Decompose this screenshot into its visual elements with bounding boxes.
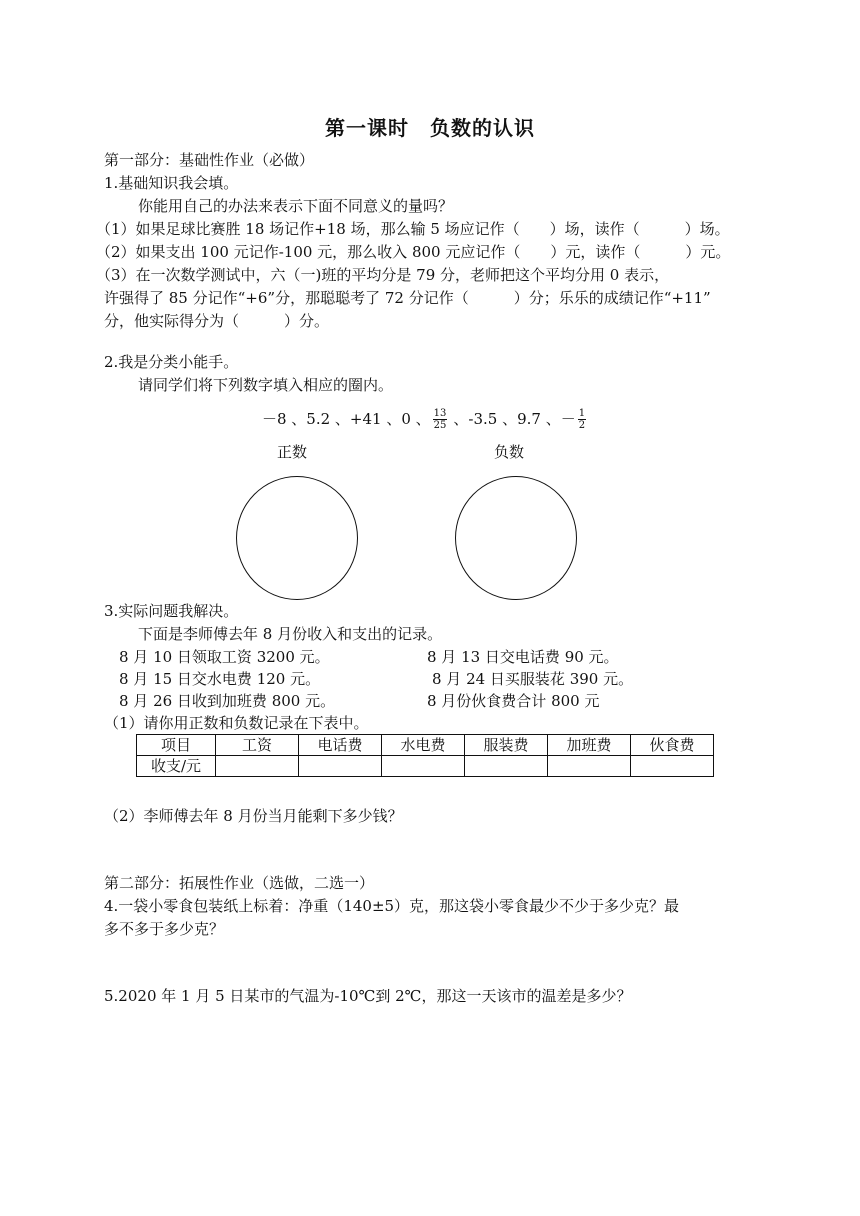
table-header-cell: 伙食费	[631, 735, 714, 756]
positive-label: 正数	[277, 443, 308, 461]
table-cell-blank	[465, 756, 548, 777]
q4-line2: 多不多于多少克？	[104, 920, 225, 938]
part2-heading: 第二部分：拓展性作业（选做，二选一）	[104, 874, 375, 892]
fraction-13-25	[433, 408, 448, 431]
table-header-cell: 水电费	[382, 735, 465, 756]
table-cell-blank	[216, 756, 299, 777]
record-item: 8 月 24 日买服装花 390 元。	[432, 670, 634, 688]
fraction-numerator: 1	[578, 407, 586, 419]
q4-line1: 4.一袋小零食包装纸上标着：净重（140±5）克，那这袋小零食最少不少于多少克？最	[104, 897, 680, 915]
negative-label: 负数	[494, 443, 525, 461]
fraction-1-2	[578, 408, 586, 431]
negative-circle	[455, 476, 577, 600]
number-list	[262, 404, 588, 434]
q1-item3-line1: （3）在一次数学测试中，六（一)班的平均分是 79 分，老师把这个平均分用 0 表示，	[96, 266, 670, 284]
q1-item2: （2）如果支出 100 元记作-100 元，那么收入 800 元应记作（ ）元，读作（ ）元。	[96, 243, 731, 261]
page-title: 第一课时 负数的认识	[325, 116, 535, 140]
table-cell-blank	[631, 756, 714, 777]
table-cell-blank	[299, 756, 382, 777]
record-item: 8 月 26 日收到加班费 800 元。	[119, 692, 336, 710]
table-cell-blank	[382, 756, 465, 777]
q3-sub2: （2）李师傅去年 8 月份当月能剩下多少钱？	[104, 807, 403, 825]
part1-heading: 第一部分：基础性作业（必做）	[104, 151, 315, 169]
q1-item3-line3: 分，他实际得分为（ ）分。	[104, 312, 330, 330]
record-item: 8 月 10 日领取工资 3200 元。	[119, 648, 330, 666]
income-expense-table	[136, 734, 714, 777]
fraction-denominator: 25	[433, 419, 447, 431]
table-header-cell: 项目	[137, 735, 216, 756]
number-list-part2: 、-3.5 、9.7 、－	[453, 410, 576, 428]
table-header-cell: 加班费	[548, 735, 631, 756]
q2-intro: 请同学们将下列数字填入相应的圈内。	[138, 376, 394, 394]
positive-circle	[236, 476, 358, 600]
table-cell-blank	[548, 756, 631, 777]
table-header-cell: 工资	[216, 735, 299, 756]
table-row	[137, 756, 714, 777]
q1-intro: 你能用自己的办法来表示下面不同意义的量吗？	[138, 197, 454, 215]
q1-item1: （1）如果足球比赛胜 18 场记作+18 场，那么输 5 场应记作（ ）场，读作（ ）场。	[96, 220, 730, 238]
q5-text: 5.2020 年 1 月 5 日某市的气温为-10℃到 2℃，那这一天该市的温差是多少？	[104, 987, 632, 1005]
table-header-cell: 服装费	[465, 735, 548, 756]
table-header-cell: 电话费	[299, 735, 382, 756]
fraction-numerator: 13	[433, 407, 447, 419]
q3-intro: 下面是李师傅去年 8 月份收入和支出的记录。	[138, 625, 443, 643]
fraction-denominator: 2	[578, 419, 586, 431]
table-row-label: 收支/元	[137, 756, 216, 777]
q2-heading: 2.我是分类小能手。	[104, 353, 239, 371]
record-item: 8 月 15 日交水电费 120 元。	[119, 670, 321, 688]
table-header-row	[137, 735, 714, 756]
q1-item3-line2: 许强得了 85 分记作“+6”分，那聪聪考了 72 分记作（ ）分；乐乐的成绩记作“+11”	[104, 289, 711, 307]
q3-heading: 3.实际问题我解决。	[104, 602, 239, 620]
number-list-part1: －8 、5.2 、+41 、0 、	[262, 410, 431, 428]
record-item: 8 月份伙食费合计 800 元	[427, 692, 600, 710]
record-item: 8 月 13 日交电话费 90 元。	[427, 648, 619, 666]
q3-sub1: （1）请你用正数和负数记录在下表中。	[104, 714, 369, 732]
q1-heading: 1.基础知识我会填。	[104, 174, 239, 192]
